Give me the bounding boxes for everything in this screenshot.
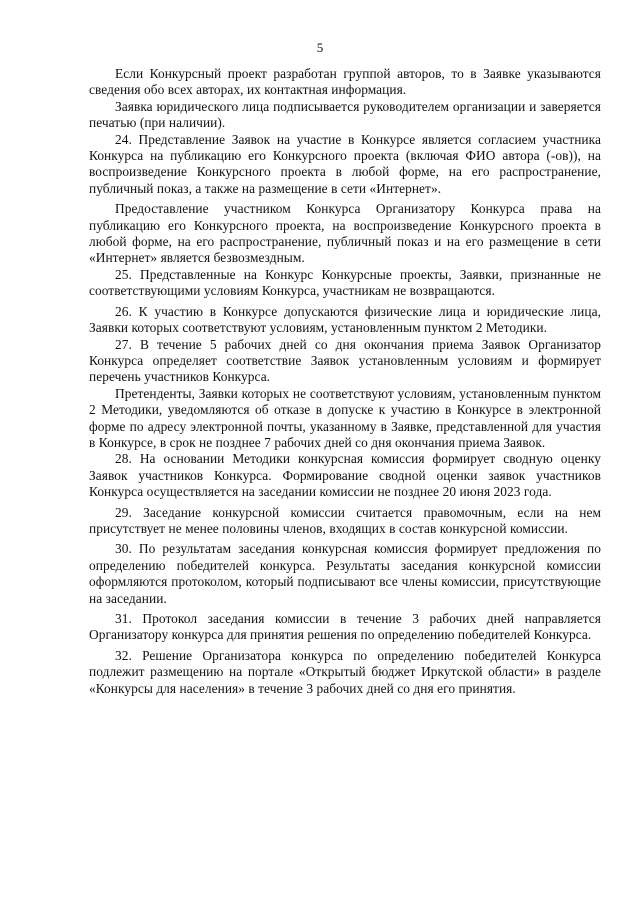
paragraph-authors-info: Если Конкурсный проект разработан группой авторов, то в Заявке указываются сведения обо всех авторах, их контактная информация.	[89, 66, 601, 98]
document-body	[89, 66, 601, 697]
paragraph-27: 27. В течение 5 рабочих дней со дня окончания приема Заявок Организатор Конкурса определяет соответствие Заявок установленным условиям и формирует перечень участников Конкурса.	[89, 336, 601, 385]
paragraph-25: 25. Представленные на Конкурс Конкурсные проекты, Заявки, признанные не соответствующими условиям Конкурса, участникам не возвращаются.	[89, 266, 601, 299]
paragraph-legal-entity-signature: Заявка юридического лица подписывается руководителем организации и заверяется печатью (при наличии).	[89, 98, 601, 131]
paragraph-28: 28. На основании Методики конкурсная комиссия формирует сводную оценку Заявок участников Конкурса. Формирование сводной оценки заявок участников Конкурса осуществляется на заседании комиссии не позднее 20 июня 2023 года.	[89, 451, 601, 500]
page-number: 5	[316, 40, 324, 55]
paragraph-26: 26. К участию в Конкурсе допускаются физические лица и юридические лица, Заявки которых соответствуют условиям, установленным пунктом 2 Методики.	[89, 303, 601, 336]
paragraph-27-applicants: Претенденты, Заявки которых не соответствуют условиям, установленным пунктом 2 Методики, уведомляются об отказе в допуске к участию в Конкурсе в электронной форме по адресу электронной почты, указанному в Заявке, представленной для участия в Конкурсе, в срок не позднее 7 рабочих дней со дня окончания приема Заявок.	[89, 385, 601, 450]
paragraph-29: 29. Заседание конкурсной комиссии считается правомочным, если на нем присутствует не менее половины членов, входящих в состав конкурсной комиссии.	[89, 504, 601, 536]
paragraph-24: 24. Представление Заявок на участие в Конкурсе является согласием участника Конкурса на публикацию его Конкурсного проекта (включая ФИО автора (-ов)), на воспроизведение Конкурсного проекта в любой форме, на его распространение, публичный показ, а также на размещение в сети «Интернет».	[89, 131, 601, 196]
paragraph-24-gratuitous: Предоставление участником Конкурса Организатору Конкурса права на публикацию его Конкурсного проекта, на воспроизведение Конкурсного проекта в любой форме, на его распространение, публичный показ и на его размещение в сети «Интернет» является безвозмездным.	[89, 201, 601, 266]
paragraph-31: 31. Протокол заседания комиссии в течение 3 рабочих дней направляется Организатору конкурса для принятия решения по определению победителей Конкурса.	[89, 611, 601, 643]
paragraph-32: 32. Решение Организатора конкурса по определению победителей Конкурса подлежит размещению на портале «Открытый бюджет Иркутской области» в разделе «Конкурсы для населения» в течение 3 рабочих дней со дня его принятия.	[89, 647, 601, 696]
paragraph-30: 30. По результатам заседания конкурсная комиссия формирует предложения по определению победителей конкурса. Результаты заседания конкурсной комиссии оформляются протоколом, который подписывают все члены комиссии, присутствующие на заседании.	[89, 541, 601, 606]
